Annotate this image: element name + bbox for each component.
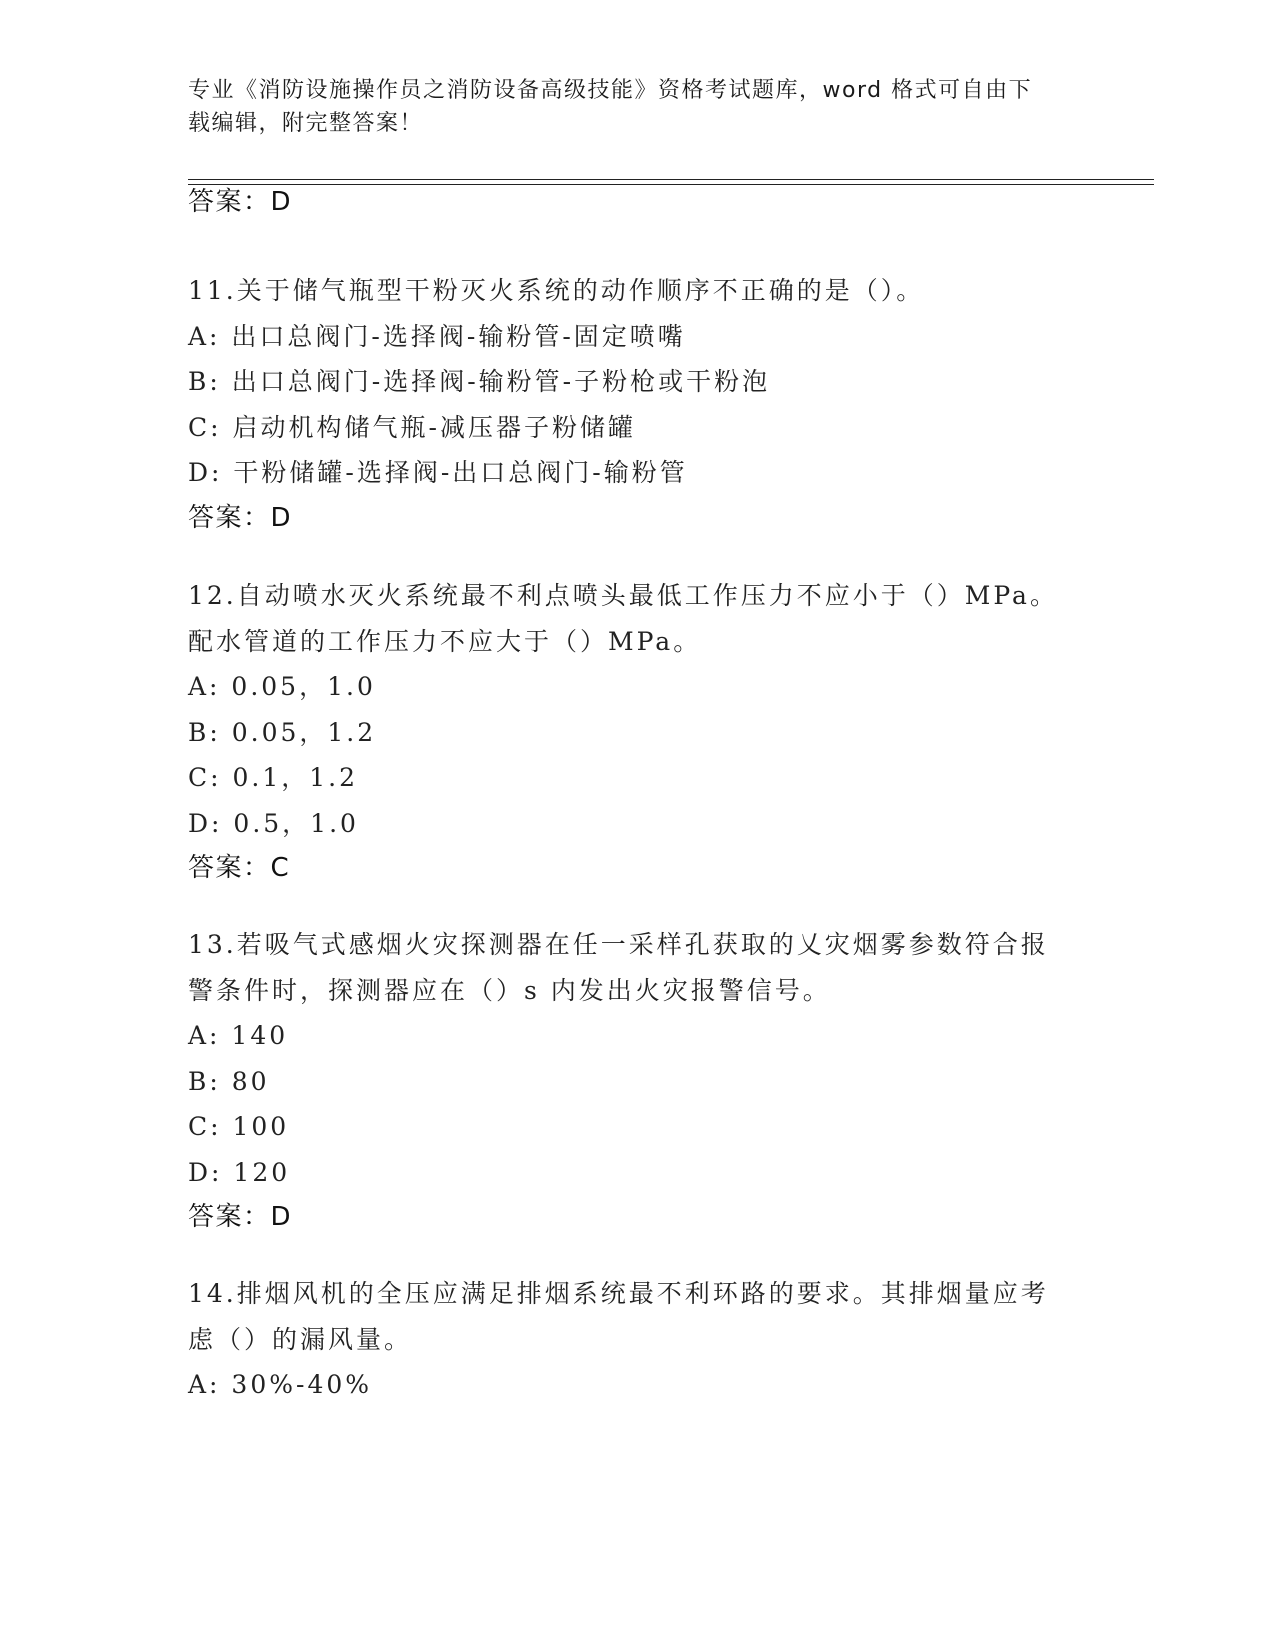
- option-b: B: 0.05，1.2: [188, 717, 377, 747]
- answer-line: 答案：D: [188, 502, 293, 533]
- question-11: [188, 268, 1088, 541]
- answer-line: 答案：C: [188, 853, 291, 883]
- question-13: [188, 922, 1088, 1240]
- option-d: D: 0.5，1.0: [188, 808, 359, 838]
- answer-line: 答案：D: [188, 1202, 293, 1232]
- previous-answer-block: [188, 180, 1088, 225]
- header-line-2: 载编辑，附完整答案！: [188, 111, 424, 136]
- option-c: C: 0.1，1.2: [188, 763, 359, 792]
- option-c: C: 100: [188, 1112, 290, 1141]
- question-stem-line-2: 虑（）的漏风量。: [188, 1324, 413, 1354]
- option-a: A: 30%-40%: [188, 1370, 373, 1399]
- question-14: [188, 1271, 1088, 1408]
- header-note: [188, 74, 1068, 140]
- question-12: [188, 573, 1088, 891]
- option-a: A: 0.05，1.0: [188, 672, 376, 701]
- question-stem-line-2: 配水管道的工作压力不应大于（）MPa。: [188, 626, 702, 656]
- question-stem-line-1: 12.自动喷水灭火系统最不利点喷头最低工作压力不应小于（）MPa。: [188, 581, 1058, 610]
- question-stem-line-1: 14.排烟风机的全压应满足排烟系统最不利环路的要求。其排烟量应考: [188, 1279, 1049, 1308]
- question-stem: 11.关于储气瓶型干粉灭火系统的动作顺序不正确的是（）。: [188, 276, 925, 305]
- option-b: B: 80: [188, 1066, 270, 1096]
- option-b: B: 出口总阀门-选择阀-输粉管-子粉枪或干粉泡: [188, 367, 771, 396]
- answer-line: 答案：D: [188, 187, 293, 217]
- header-line-1: 专业《消防设施操作员之消防设备高级技能》资格考试题库，word 格式可自由下: [188, 78, 1033, 103]
- option-d: D: 120: [188, 1157, 291, 1187]
- option-d: D: 干粉储罐-选择阀-出口总阀门-输粉管: [188, 458, 688, 487]
- question-stem-line-1: 13.若吸气式感烟火灾探测器在任一采样孔获取的乂灾烟雾参数符合报: [188, 930, 1049, 959]
- option-a: A: 140: [188, 1021, 289, 1050]
- option-a: A: 出口总阀门-选择阀-输粉管-固定喷嘴: [188, 321, 686, 351]
- question-stem-line-2: 警条件时，探测器应在（）s 内发出火灾报警信号。: [188, 975, 831, 1005]
- option-c: C: 启动机构储气瓶-减压器子粉储罐: [188, 412, 636, 442]
